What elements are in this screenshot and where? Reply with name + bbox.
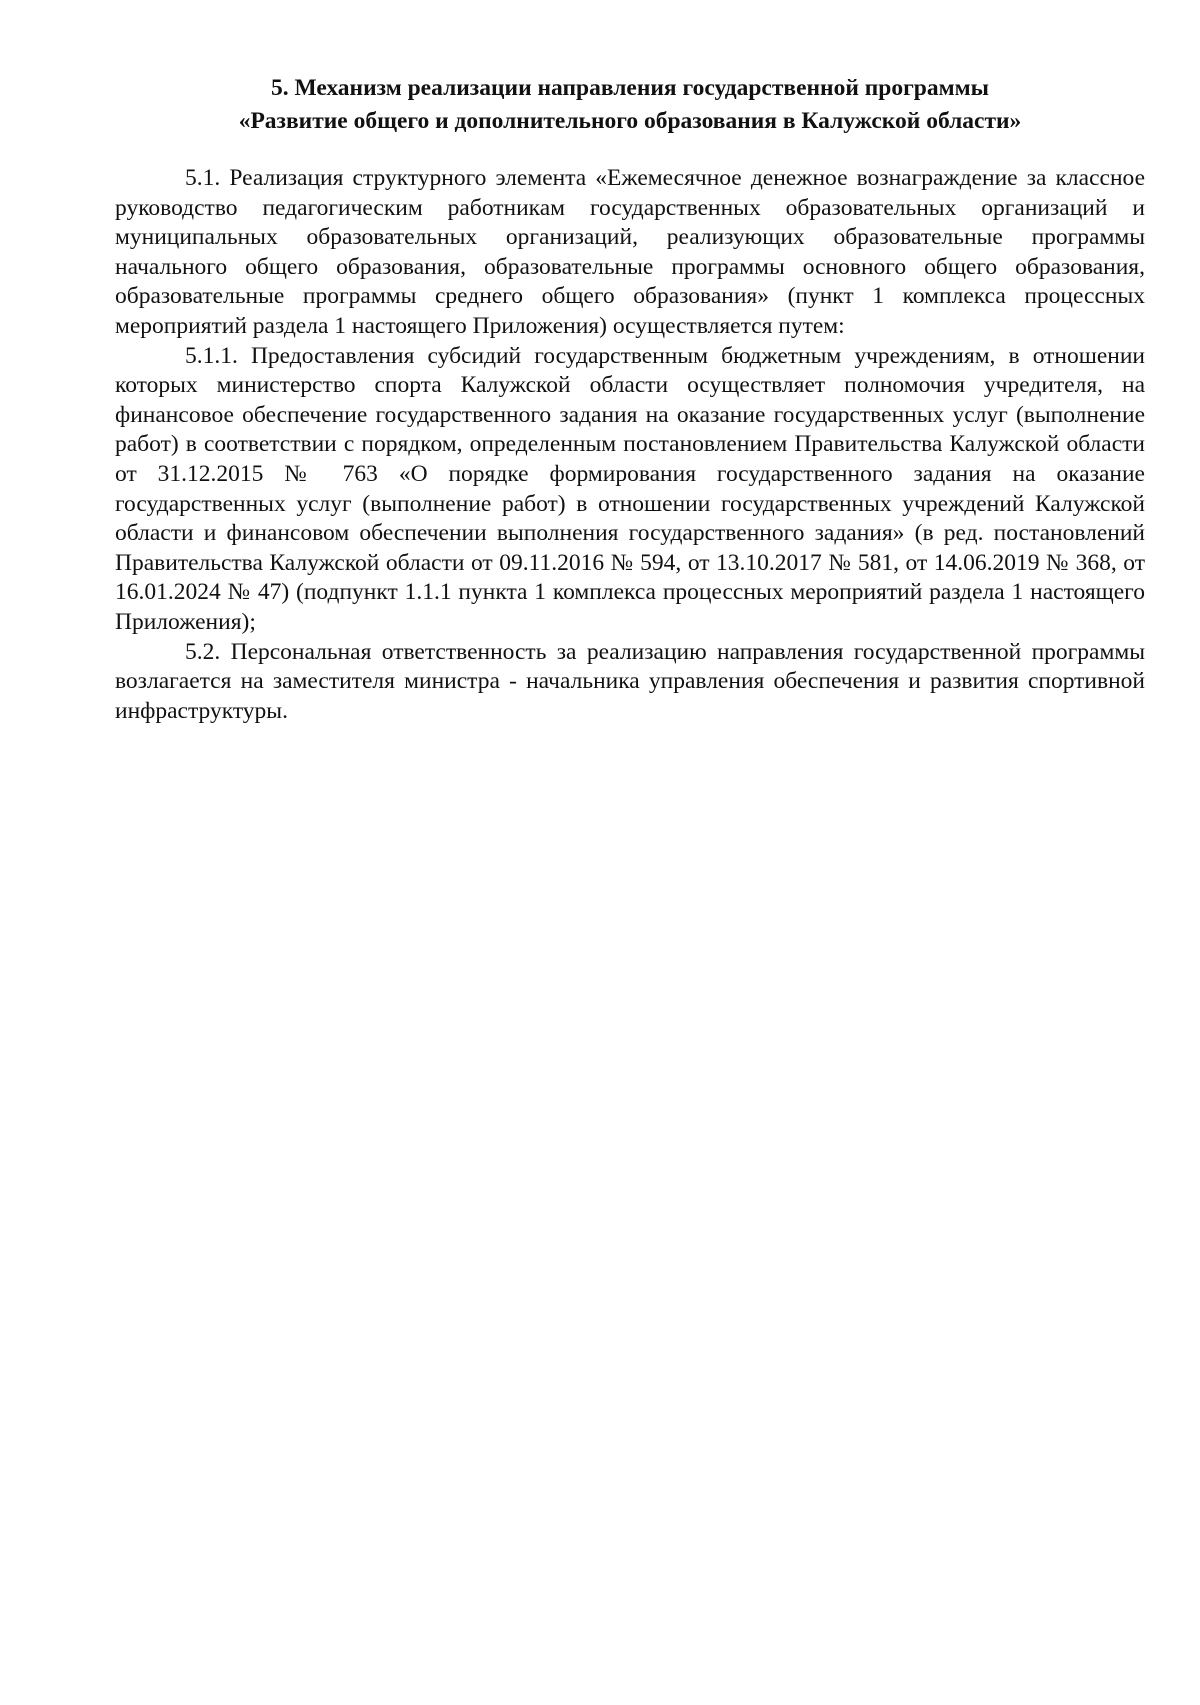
document-body <box>115 164 1145 726</box>
section-heading <box>115 72 1145 138</box>
section-heading-line-1: 5. Механизм реализации направления государственной программы <box>271 75 989 101</box>
paragraph-5-2: 5.2. Персональная ответственность за реализацию направления государственной программы возлагается на заместителя министра - начальника управления обеспечения и развития спортивной инфраструктуры. <box>115 638 1145 724</box>
paragraph-5-1-1: 5.1.1. Предоставления субсидий государственным бюджетным учреждениям, в отношении которых министерство спорта Калужской области осуществляет полномочия учредителя, на финансовое обеспечение государственного задания на оказание государственных услуг (выполнение работ) в соответствии с порядком, определенным постановлением Правительства Калужской области от 31.12.2015 № 763 «О порядке формирования государственного задания на оказание государственных услуг (выполнение работ) в отношении государственных учреждений Калужской области и финансовом обеспечении выполнения государственного задания» (в ред. постановлений Правительства Калужской области от 09.11.2016 № 594, от 13.10.2017 № 581, от 14.06.2019 № 368, от 16.01.2024 № 47) (подпункт 1.1.1 пункта 1 комплекса процессных мероприятий раздела 1 настоящего Приложения); <box>115 342 1145 635</box>
paragraph-5-1: 5.1. Реализация структурного элемента «Ежемесячное денежное вознаграждение за классное руководство педагогическим работникам государственных образовательных организаций и муниципальных образовательных организаций, реализующих образовательные программы начального общего образования, образовательные программы основного общего образования, образовательные программы среднего общего образования» (пункт 1 комплекса процессных мероприятий раздела 1 настоящего Приложения) осуществляется путем: <box>115 165 1145 339</box>
section-heading-line-2: «Развитие общего и дополнительного образования в Калужской области» <box>238 108 1022 134</box>
